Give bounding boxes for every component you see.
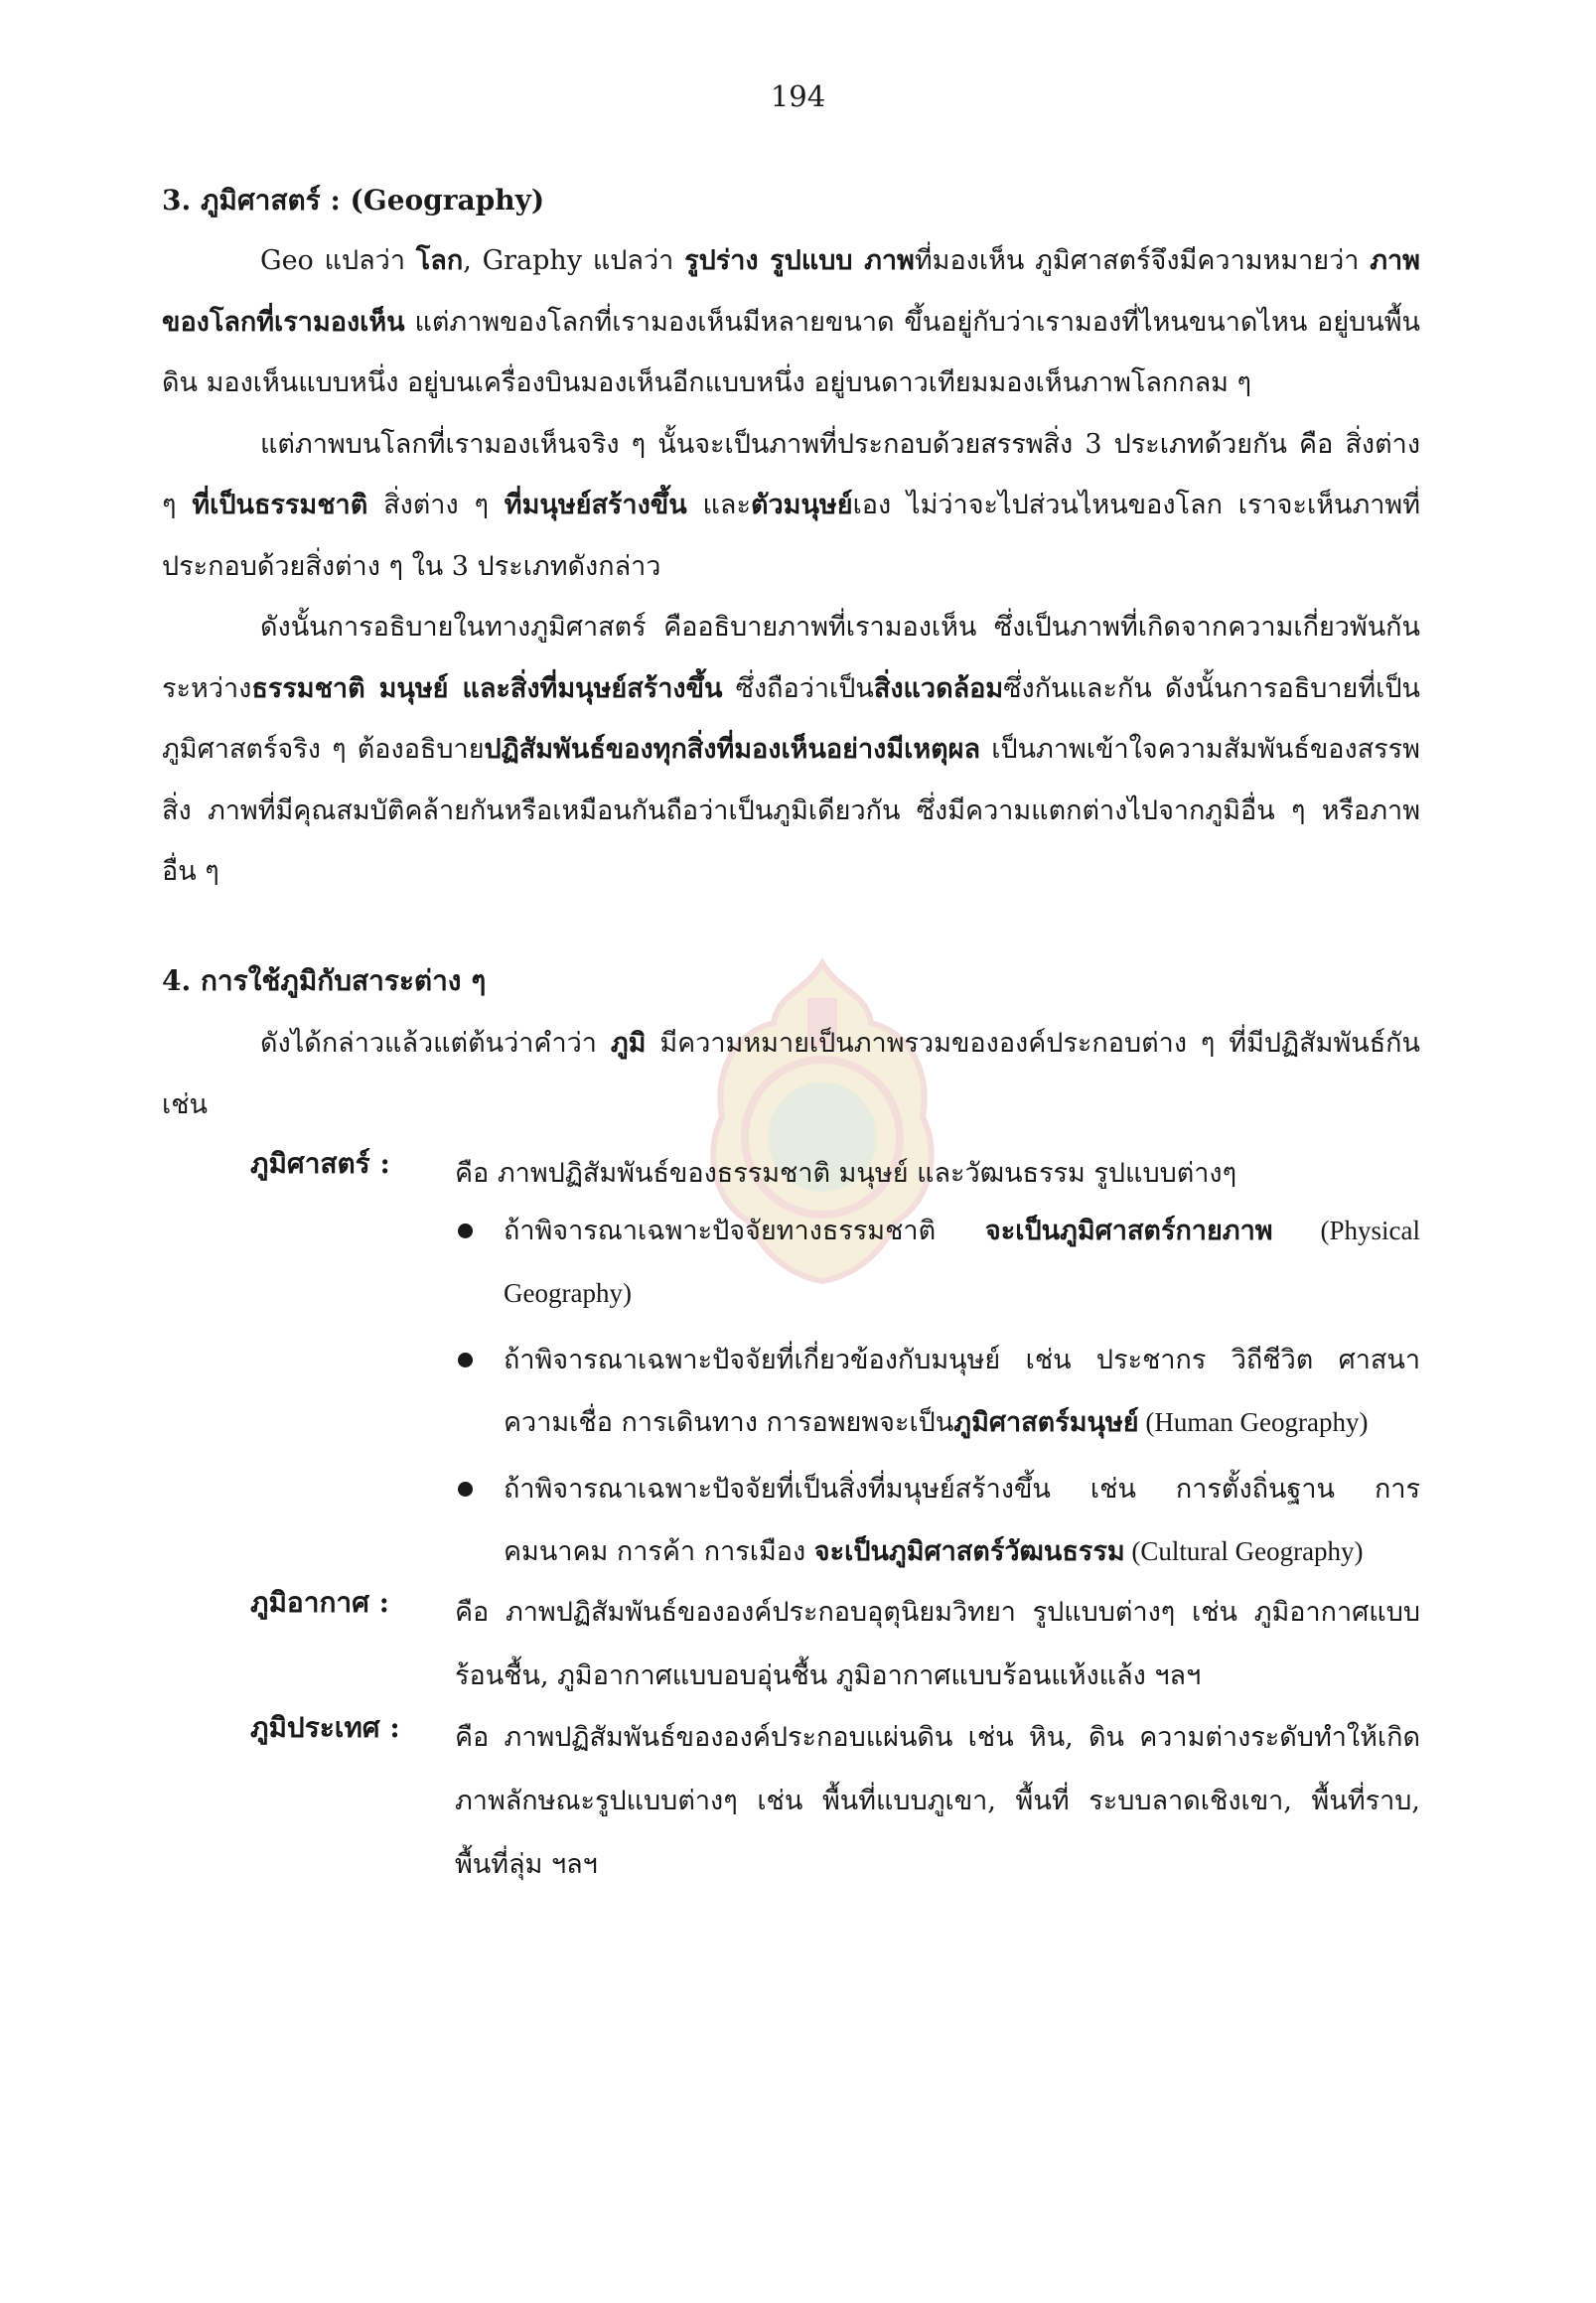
definition-term: ภูมิอากาศ : (250, 1586, 389, 1619)
section-3-body (162, 230, 1420, 903)
page-number: 194 (770, 79, 826, 113)
list-item: ถ้าพิจารณาเฉพาะปัจจัยทางธรรมชาติ จะเป็นภูมิศาสตร์กายภาพ (Physical Geography) (452, 1200, 1420, 1325)
section-4-heading: 4. การใช้ภูมิกับสาระต่าง ๆ (162, 964, 487, 997)
section-3-paragraph-1: Geo แปลว่า โลก, Graphy แปลว่า รูปร่าง รูปแบบ ภาพที่มองเห็น ภูมิศาสตร์จึงมีความหมายว่า ภาพของโลกที่เรามองเห็น แต่ภาพของโลกที่เรามองเห็นมีหลายขนาด ขึ้นอยู่กับว่าเรามองที่ไหนขนาดไหน อยู่บนพื้นดิน มองเห็นแบบหนึ่ง อยู่บนเครื่องบินมองเห็นอีกแบบหนึ่ง อยู่บนดาวเทียมมองเห็นภาพโลกกลม ๆ (162, 245, 1420, 398)
list-item: ถ้าพิจารณาเฉพาะปัจจัยที่เป็นสิ่งที่มนุษย์สร้างขึ้น เช่น การตั้งถิ่นฐาน การคมนาคม การค้า การเมือง จะเป็นภูมิศาสตร์วัฒนธรรม (Cultural Geography) (452, 1458, 1420, 1583)
definition-description: คือ ภาพปฏิสัมพันธ์ของธรรมชาติ มนุษย์ และวัฒนธรรม รูปแบบต่างๆ (455, 1158, 1237, 1189)
geography-bullet-list (452, 1200, 1420, 1587)
section-3-heading: 3. ภูมิศาสตร์ : (Geography) (162, 184, 545, 216)
section-4-intro-paragraph: ดังได้กล่าวแล้วแต่ต้นว่าคำว่า ภูมิ มีความหมายเป็นภาพรวมขององค์ประกอบต่าง ๆ ที่มีปฏิสัมพันธ์กัน เช่น (162, 1028, 1420, 1120)
list-item: ถ้าพิจารณาเฉพาะปัจจัยที่เกี่ยวข้องกับมนุษย์ เช่น ประชากร วิถีชีวิต ศาสนา ความเชื่อ การเดินทาง การอพยพจะเป็นภูมิศาสตร์มนุษย์ (Human Geography) (452, 1329, 1420, 1454)
bullet-icon (458, 1482, 473, 1497)
definition-description: คือ ภาพปฏิสัมพันธ์ขององค์ประกอบอุตุนิยมวิทยา รูปแบบต่างๆ เช่น ภูมิอากาศแบบร้อนชื้น, ภูมิอากาศแบบอบอุ่นชื้น ภูมิอากาศแบบร้อนแห้งแล้ง ฯลฯ (455, 1597, 1420, 1691)
definition-term: ภูมิประเทศ : (250, 1711, 400, 1744)
bullet-icon (458, 1353, 473, 1367)
definition-term: ภูมิศาสตร์ : (250, 1147, 390, 1180)
section-3-paragraph-3: ดังนั้นการอธิบายในทางภูมิศาสตร์ คืออธิบายภาพที่เรามองเห็น ซึ่งเป็นภาพที่เกิดจากความเกี่ยวพันกันระหว่างธรรมชาติ มนุษย์ และสิ่งที่มนุษย์สร้างขึ้น ซึ่งถือว่าเป็นสิ่งแวดล้อมซึ่งกันและกัน ดังนั้นการอธิบายที่เป็นภูมิศาสตร์จริง ๆ ต้องอธิบายปฏิสัมพันธ์ของทุกสิ่งที่มองเห็นอย่างมีเหตุผล เป็นภาพเข้าใจความสัมพันธ์ของสรรพสิ่ง ภาพที่มีคุณสมบัติคล้ายกันหรือเหมือนกันถือว่าเป็นภูมิเดียวกัน ซึ่งมีความแตกต่างไปจากภูมิอื่น ๆ หรือภาพอื่น ๆ (162, 612, 1420, 887)
section-4-intro (162, 1013, 1420, 1135)
section-3-paragraph-2: แต่ภาพบนโลกที่เรามองเห็นจริง ๆ นั้นจะเป็นภาพที่ประกอบด้วยสรรพสิ่ง 3 ประเภทด้วยกัน คือ สิ่งต่าง ๆ ที่เป็นธรรมชาติ สิ่งต่าง ๆ ที่มนุษย์สร้างขึ้น และตัวมนุษย์เอง ไม่ว่าจะไปส่วนไหนของโลก เราจะเห็นภาพที่ประกอบด้วยสิ่งต่าง ๆ ใน 3 ประเภทดังกล่าว (162, 428, 1421, 582)
bullet-icon (458, 1223, 473, 1238)
definition-description: คือ ภาพปฏิสัมพันธ์ขององค์ประกอบแผ่นดิน เช่น หิน, ดิน ความต่างระดับทำให้เกิดภาพลักษณะรูปแบบต่างๆ เช่น พื้นที่แบบภูเขา, พื้นที่ ระบบลาดเชิงเขา, พื้นที่ราบ, พื้นที่ลุ่ม ฯลฯ (455, 1722, 1420, 1880)
